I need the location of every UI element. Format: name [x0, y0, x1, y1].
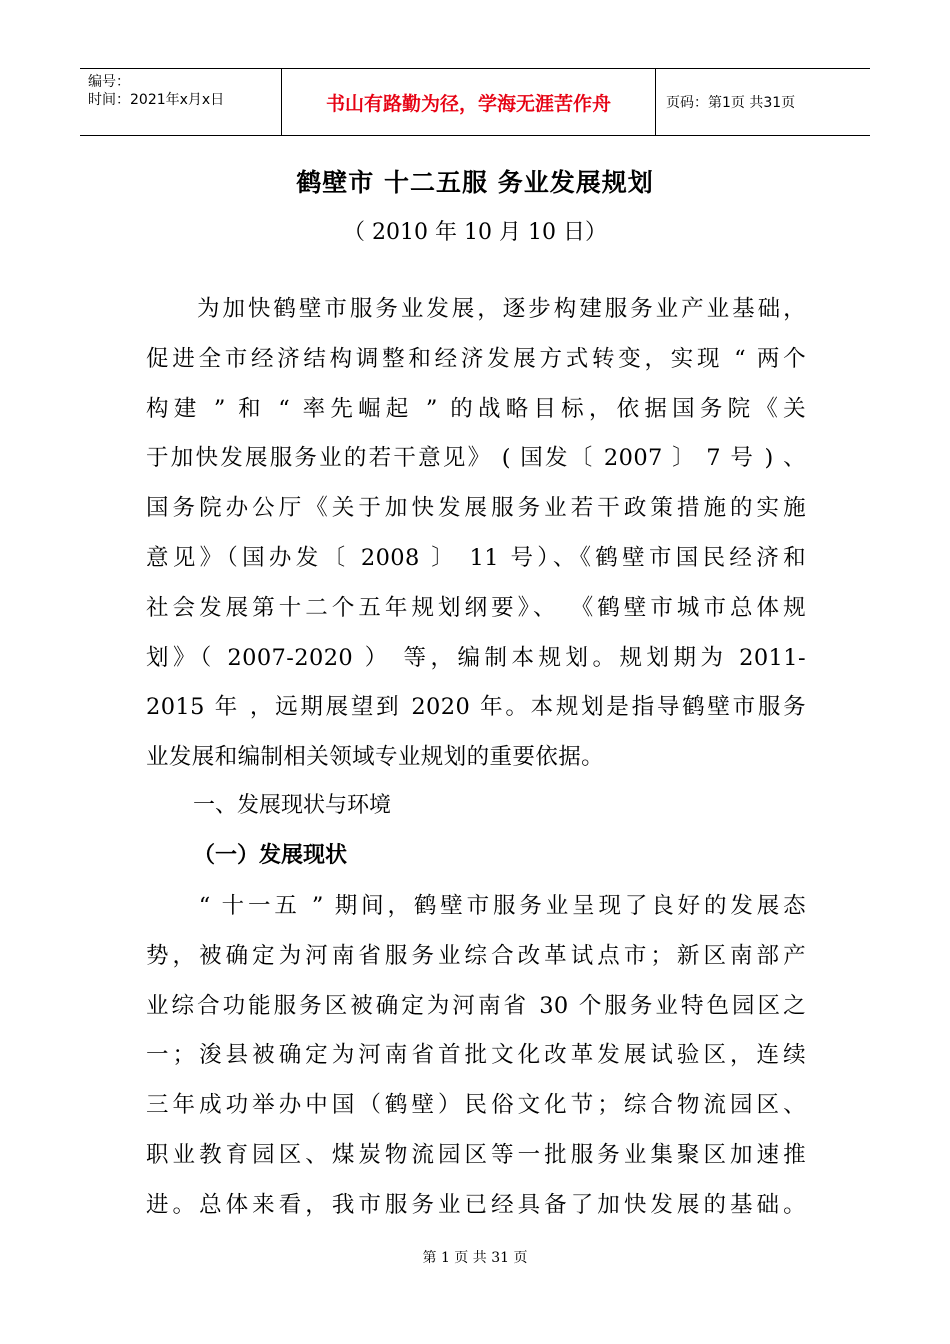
document-date: （ 2010 年 10 月 10 日） [343, 220, 607, 245]
header-date-label: 时间：2021年x月x日 [88, 92, 225, 108]
paragraph-line: 势，被确定为河南省服务业综合改革试点市；新区南部产 [146, 942, 806, 969]
paragraph-line: 进。总体来看，我市服务业已经具备了加快发展的基础。 [146, 1191, 806, 1218]
paragraph-line: 业综合功能服务区被确定为河南省 30 个服务业特色园区之 [146, 992, 806, 1019]
header-page-cell [656, 69, 870, 135]
paragraph-line: 划》（ 2007-2020 ） 等，编制本规划。规划期为 2011- [146, 644, 806, 671]
document-title: 鹤壁市 十二五服 务业发展规划 [296, 168, 654, 197]
paragraph-line: 促进全市经济结构调整和经济发展方式转变，实现 “ 两个 [146, 345, 806, 372]
paragraph-line: 于加快发展服务业的若干意见》 ( 国发〔 2007 〕 7 号 ) 、 [146, 445, 806, 472]
paragraph-line: 一；浚县被确定为河南省首批文化改革发展试验区，连续 [146, 1042, 806, 1069]
paragraph-line: 社会发展第十二个五年规划纲要》、 《鹤壁市城市总体规 [146, 594, 806, 621]
paragraph-line: 职业教育园区、煤炭物流园区等一批服务业集聚区加速推 [146, 1141, 806, 1168]
paragraph-line: 构建 ” 和 “ 率先崛起 ” 的战略目标，依据国务院《关 [146, 395, 806, 422]
intro-paragraph [146, 285, 806, 783]
paragraph-line: 三年成功举办中国（鹤壁）民俗文化节；综合物流园区、 [146, 1092, 806, 1119]
section-heading: 一、发展现状与环境 [193, 793, 392, 818]
paragraph-line: 为加快鹤壁市服务业发展，逐步构建服务业产业基础， [146, 296, 806, 322]
paragraph-line: 意见》（国办发〔 2008 〕 11 号）、《鹤壁市国民经济和 [146, 544, 806, 571]
header-meta-cell [80, 69, 282, 135]
header-page-info: 页码：第1页 共31页 [666, 95, 796, 111]
paragraph-line: 业发展和编制相关领域专业规划的重要依据。 [146, 744, 605, 771]
paragraph-line: “ 十一五 ” 期间，鹤壁市服务业呈现了良好的发展态 [146, 893, 806, 919]
subsection-heading: （一）发展现状 [193, 843, 348, 868]
header-motto-cell [282, 69, 656, 135]
paragraph-line: 2015 年 ，远期展望到 2020 年。本规划是指导鹤壁市服务 [146, 694, 806, 721]
header-number-label: 编号： [88, 74, 130, 90]
header-motto: 书山有路勤为径，学海无涯苦作舟 [325, 92, 611, 115]
header-table [80, 68, 870, 136]
paragraph-line: 国务院办公厅《关于加快发展服务业若干政策措施的实施 [146, 495, 806, 522]
status-paragraph [146, 882, 806, 1231]
page-footer: 第 1 页 共 31 页 [422, 1250, 528, 1266]
